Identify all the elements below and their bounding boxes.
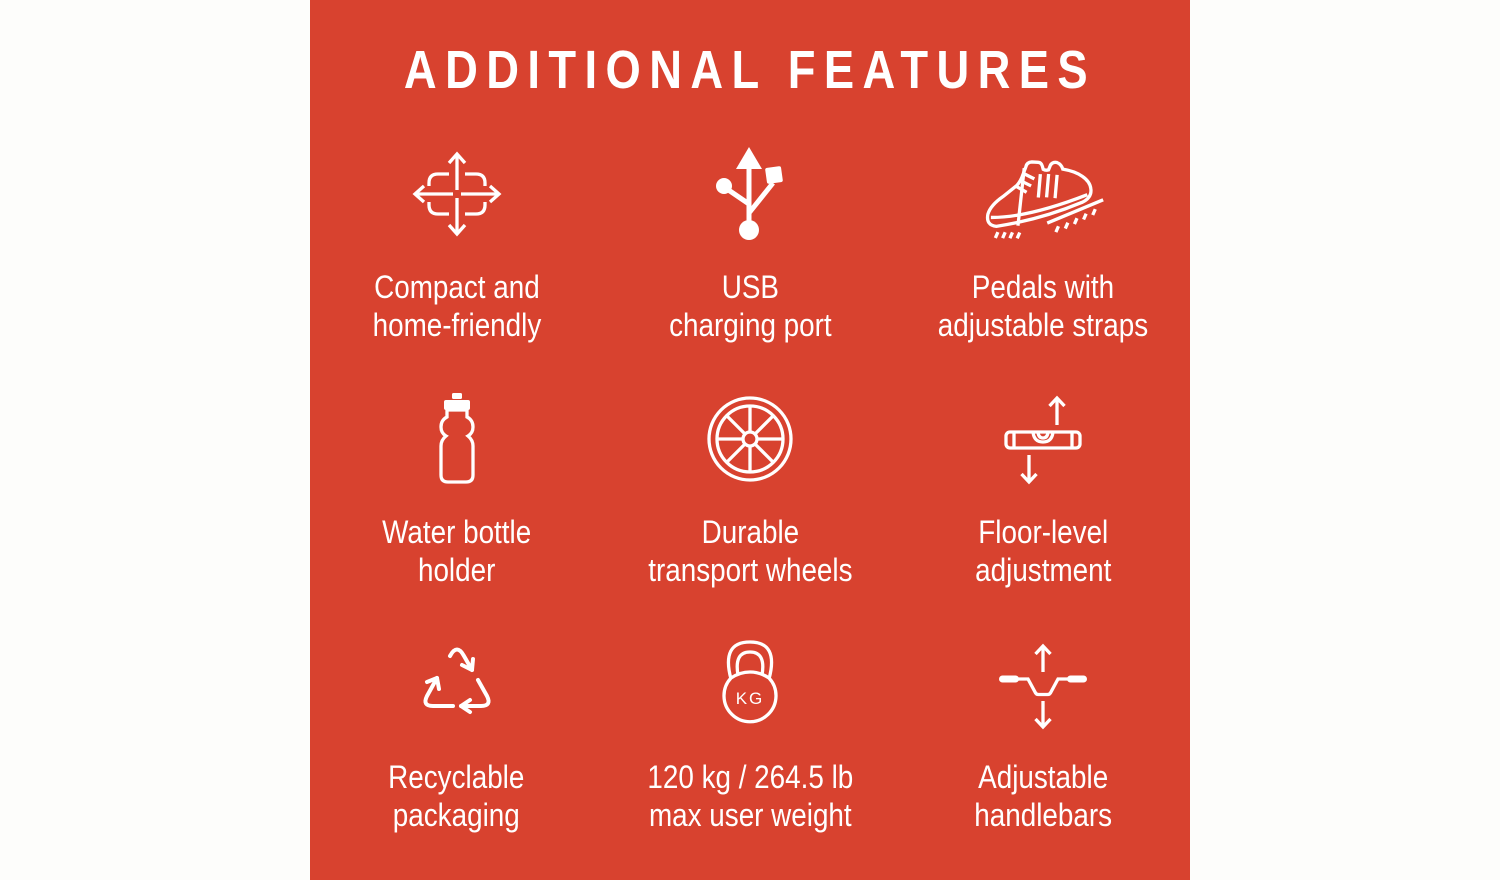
feature-recyclable [310, 634, 603, 834]
feature-label [975, 513, 1111, 589]
feature-level [897, 389, 1190, 589]
feature-wheels [603, 389, 896, 589]
water-bottle-icon [407, 389, 507, 489]
label-line-2: adjustable straps [938, 307, 1149, 343]
spirit-level-icon [993, 389, 1093, 489]
icon-box [407, 634, 507, 734]
feature-max-weight [603, 634, 896, 834]
label-line-2: holder [417, 552, 496, 588]
usb-icon [700, 144, 800, 244]
label-line-1: Compact and [373, 269, 540, 305]
icon-box [978, 144, 1108, 244]
label-line-2: packaging [393, 797, 521, 833]
label-line-1: Floor-level [978, 514, 1109, 550]
icon-box [700, 144, 800, 244]
feature-label [382, 513, 531, 589]
feature-compact [310, 144, 603, 344]
label-line-1: Water bottle [382, 514, 532, 550]
handlebar-icon [993, 634, 1093, 734]
label-line-2: max user weight [648, 797, 852, 833]
recycle-icon [407, 634, 507, 734]
feature-panel [310, 0, 1190, 880]
label-line-2: adjustment [975, 552, 1112, 588]
icon-box [993, 389, 1093, 489]
expand-arrows-icon [407, 144, 507, 244]
feature-label [372, 268, 541, 344]
kettlebell-icon [700, 634, 800, 734]
label-line-2: transport wheels [647, 552, 853, 588]
feature-handlebars [897, 634, 1190, 834]
label-line-1: Recyclable [388, 759, 525, 795]
label-line-2: charging port [668, 307, 832, 343]
icon-box [700, 634, 800, 734]
feature-label [648, 513, 852, 589]
icon-box [993, 634, 1093, 734]
label-line-2: home-friendly [372, 307, 541, 343]
label-line-1: Adjustable [978, 759, 1109, 795]
transport-wheel-icon [700, 389, 800, 489]
feature-pedals [897, 144, 1190, 344]
feature-label [938, 268, 1148, 344]
label-line-1: 120 kg / 264.5 lb [647, 759, 853, 795]
feature-label [669, 268, 831, 344]
feature-label [647, 758, 853, 834]
label-line-2: handlebars [974, 797, 1113, 833]
page-title-text: ADDITIONAL FEATURES [403, 40, 1097, 100]
label-line-1: USB [721, 269, 779, 305]
feature-label [974, 758, 1112, 834]
page-title [310, 42, 1190, 98]
pedal-shoe-icon [978, 144, 1108, 244]
label-line-1: Durable [701, 514, 799, 550]
feature-bottle [310, 389, 603, 589]
feature-grid [310, 144, 1190, 834]
icon-box [407, 144, 507, 244]
feature-label [389, 758, 525, 834]
feature-usb [603, 144, 896, 344]
kg-label: KG [735, 689, 765, 708]
icon-box [407, 389, 507, 489]
icon-box [700, 389, 800, 489]
label-line-1: Pedals with [972, 269, 1115, 305]
